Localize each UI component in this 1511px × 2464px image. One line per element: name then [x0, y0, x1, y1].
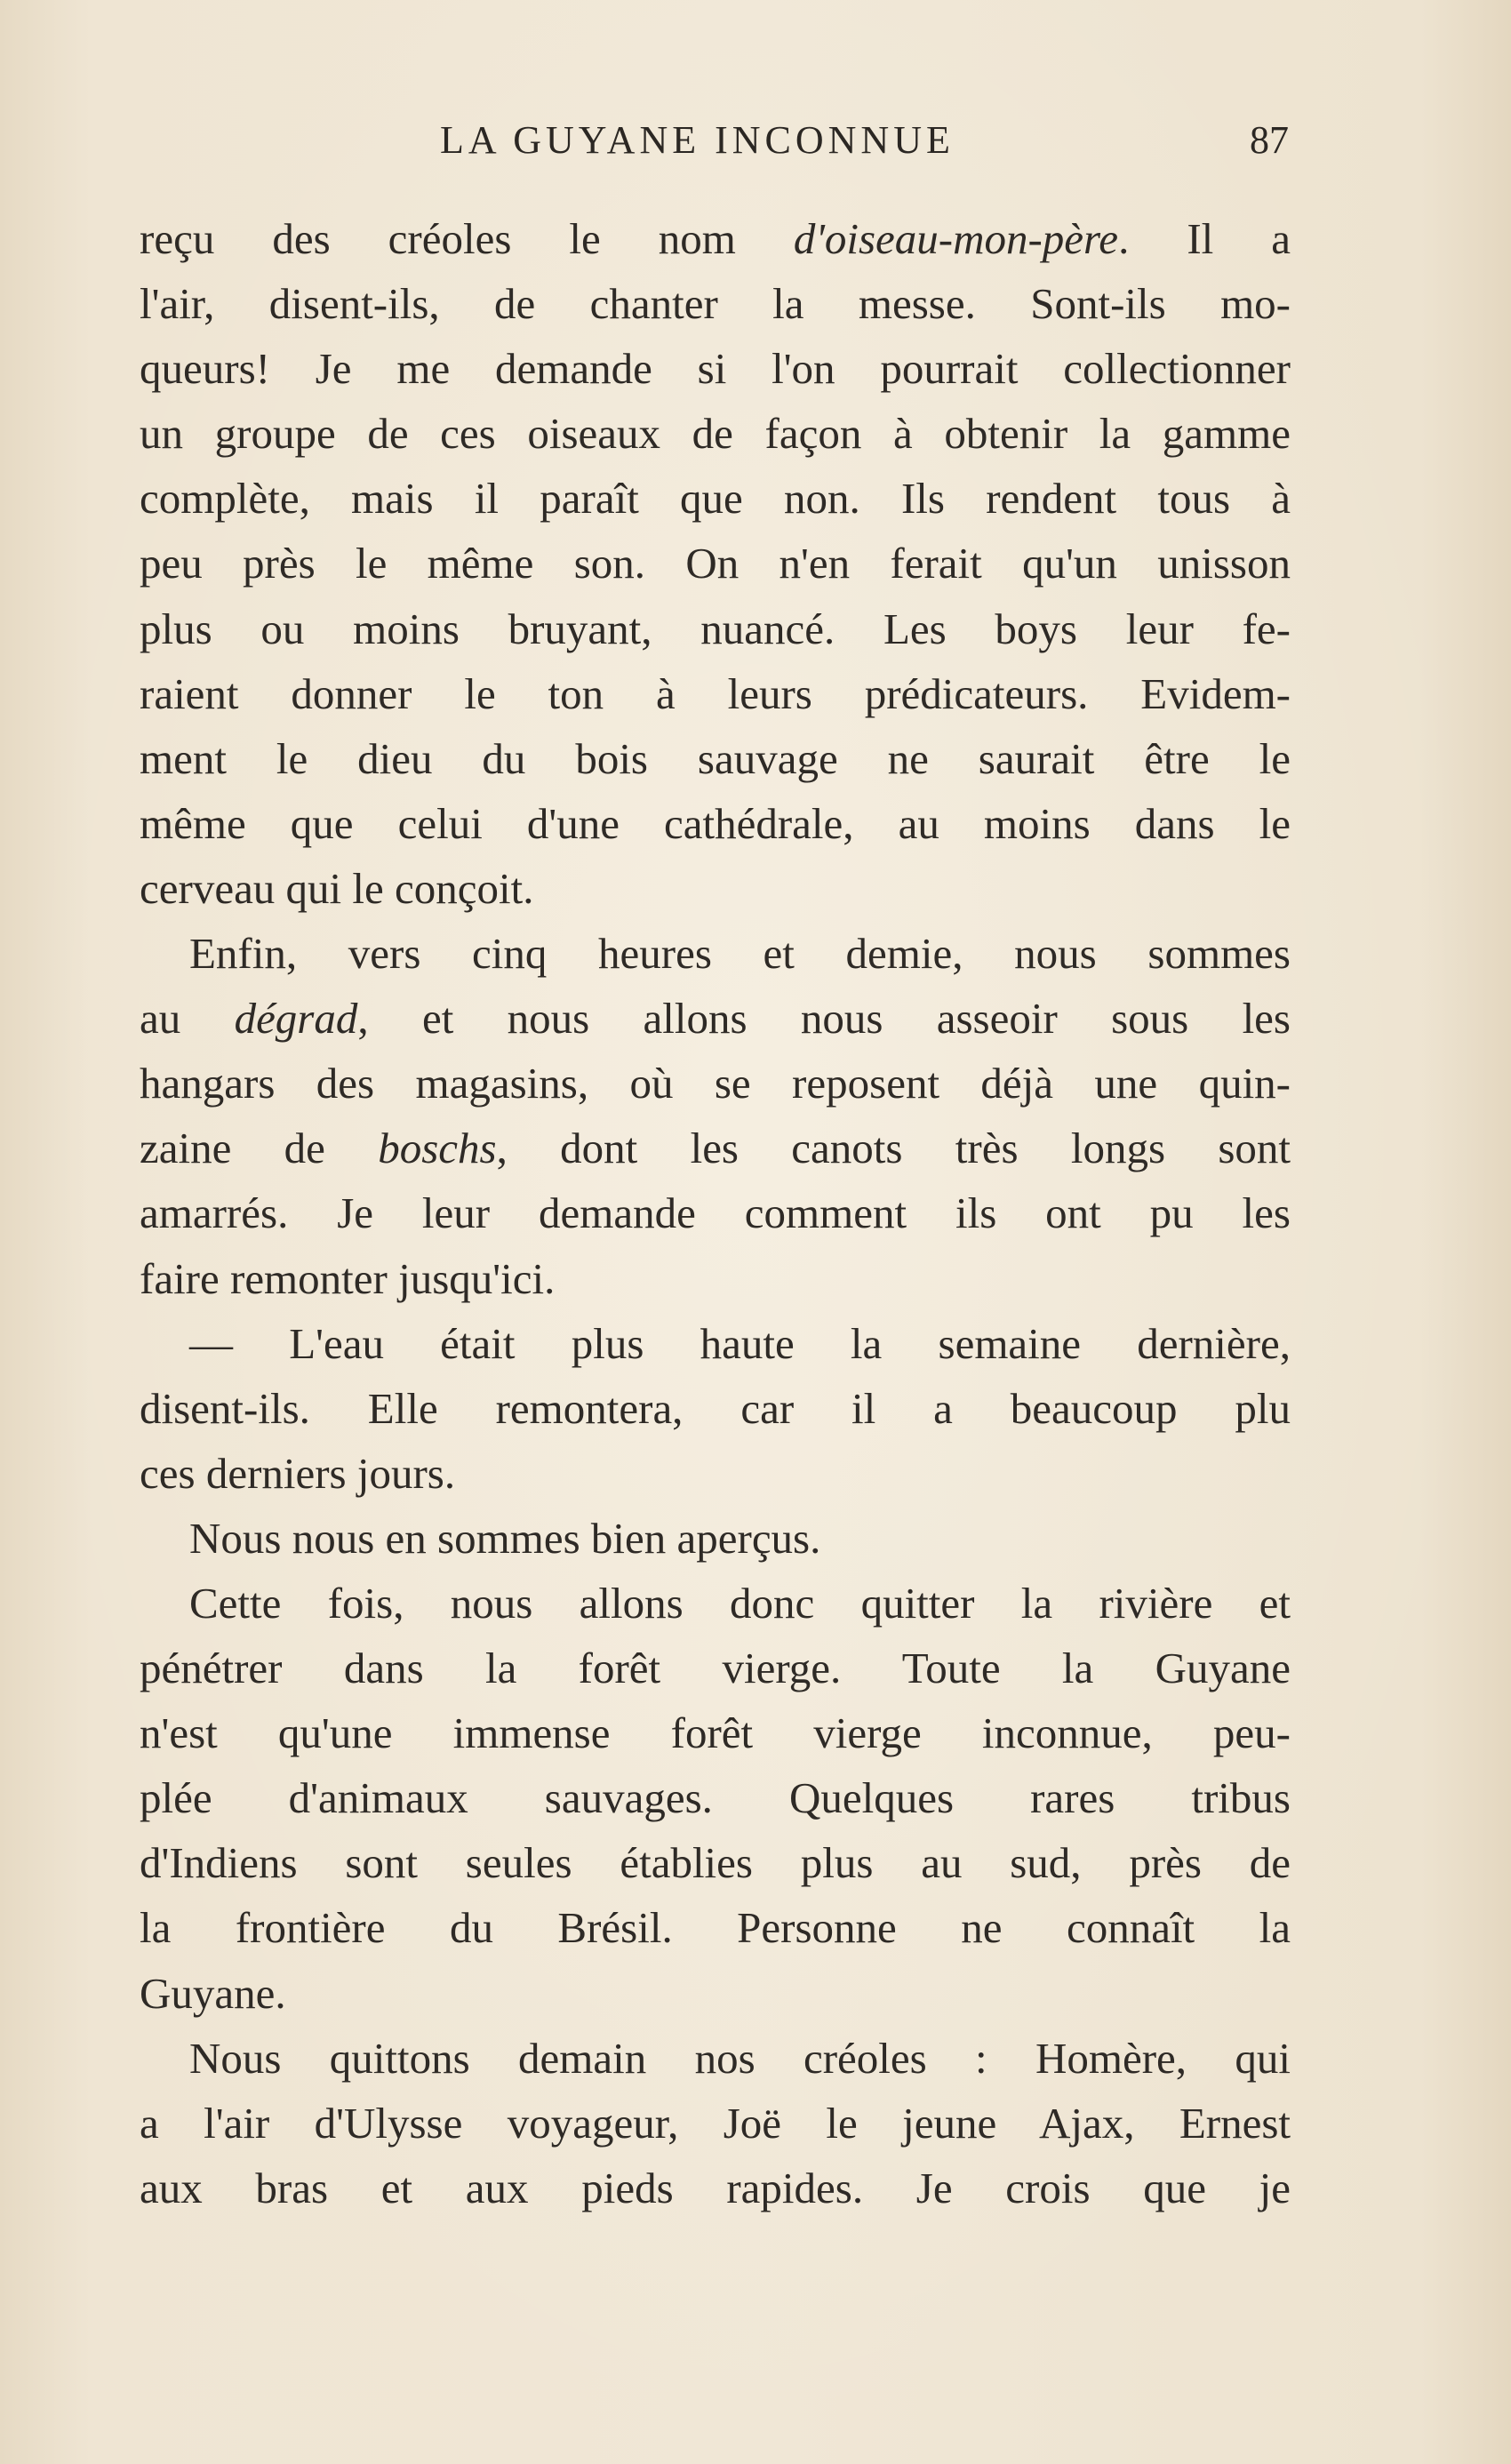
text-line: a l'air d'Ulysse voyageur, Joë le jeune Ajax, Ernest	[140, 2098, 1291, 2148]
page-number: 87	[1250, 118, 1289, 162]
body-text	[140, 206, 1291, 2220]
text-line: hangars des magasins, où se reposent déjà une quin-	[140, 1059, 1291, 1108]
text-line: Guyane.	[140, 1968, 286, 2018]
text-line: ment le dieu du bois sauvage ne saurait être le	[140, 733, 1291, 783]
paragraph-start: Nous nous en sommes bien aperçus.	[189, 1513, 821, 1563]
text-line: cerveau qui le conçoit.	[140, 863, 534, 913]
text-line: plée d'animaux sauvages. Quelques rares tribus	[140, 1773, 1291, 1823]
paragraph-start: Nous quittons demain nos créoles : Homère, qui	[189, 2033, 1291, 2083]
text-line: pénétrer dans la forêt vierge. Toute la Guyane	[140, 1644, 1291, 1693]
text-line: disent-ils. Elle remontera, car il a beaucoup plu	[140, 1383, 1291, 1433]
text-line: n'est qu'une immense forêt vierge inconnue, peu-	[140, 1708, 1291, 1758]
text-line: l'air, disent-ils, de chanter la messe. Sont-ils mo-	[140, 279, 1291, 329]
text-line: raient donner le ton à leurs prédicateurs. Evidem-	[140, 668, 1291, 718]
paragraph-start: Enfin, vers cinq heures et demie, nous sommes	[189, 929, 1291, 979]
text-line: d'Indiens sont seules établies plus au sud, près de	[140, 1838, 1291, 1888]
italic-term: d'oiseau-mon-père	[793, 214, 1119, 263]
text-line: au dégrad, et nous allons nous asseoir sous les	[140, 994, 1291, 1044]
text-line: plus ou moins bruyant, nuancé. Les boys leur fe-	[140, 604, 1291, 653]
text-line: aux bras et aux pieds rapides. Je crois que je	[140, 2163, 1291, 2212]
running-title: LA GUYANE INCONNUE	[440, 118, 955, 162]
text-line: amarrés. Je leur demande comment ils ont pu les	[140, 1188, 1291, 1238]
text-line: la frontière du Brésil. Personne ne connaît la	[140, 1903, 1291, 1953]
text-line: un groupe de ces oiseaux de façon à obtenir la gamme	[140, 409, 1291, 459]
running-head	[133, 117, 1289, 171]
text-line: complète, mais il paraît que non. Ils rendent tous à	[140, 474, 1291, 524]
italic-term: dégrad	[234, 994, 358, 1044]
text-line: faire remonter jusqu'ici.	[140, 1253, 556, 1303]
text-line: queurs! Je me demande si l'on pourrait collectionner	[140, 344, 1291, 394]
text-line: reçu des créoles le nom d'oiseau-mon-père. Il a	[140, 214, 1291, 263]
text-line: zaine de boschs, dont les canots très longs sont	[140, 1124, 1291, 1173]
paragraph-start: — L'eau était plus haute la semaine dernière,	[189, 1318, 1291, 1368]
text-line: peu près le même son. On n'en ferait qu'un unisson	[140, 539, 1291, 588]
italic-term: boschs	[378, 1124, 497, 1173]
text-line: ces derniers jours.	[140, 1448, 456, 1498]
paragraph-start: Cette fois, nous allons donc quitter la rivière et	[189, 1578, 1291, 1628]
text-line: même que celui d'une cathédrale, au moins dans le	[140, 798, 1291, 848]
